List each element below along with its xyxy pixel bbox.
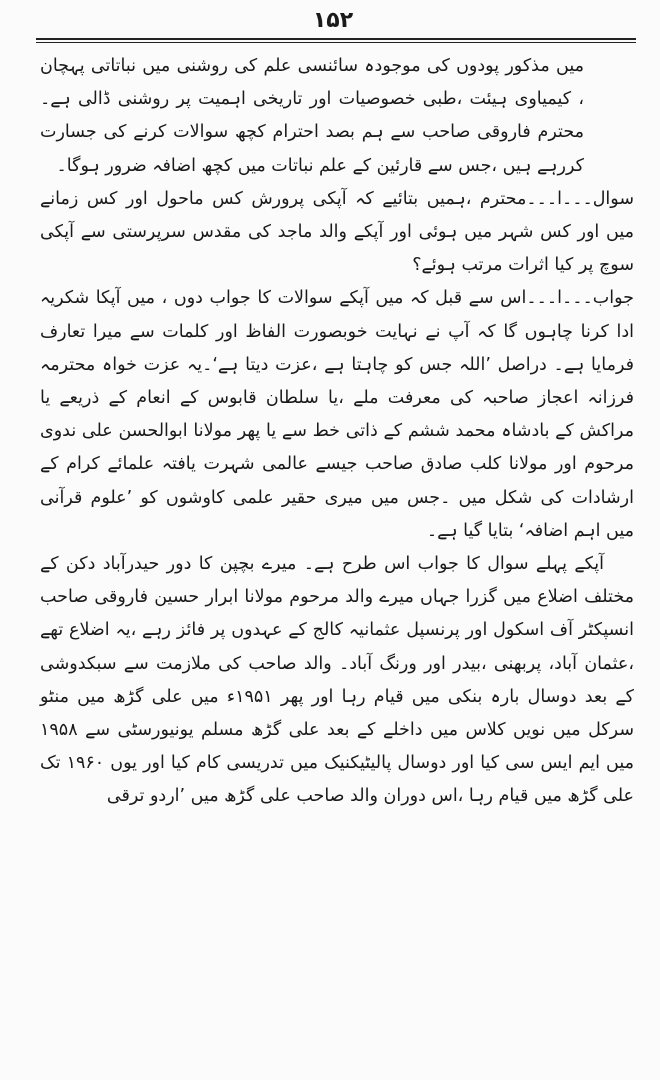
intro-paragraph: میں مذکور پودوں کی موجودہ سائنسی علم کی روشنی میں نباتاتی پہچان ، کیمیاوی ہیئت ،طبی خصوصیات اور تاریخی اہمیت پر روشنی ڈالی ہے۔محترم فاروقی صاحب سے ہم بصد احترام کچھ سوالات کرنے کی جسارت کررہے ہیں ،جس سے قارئین کے علم نباتات میں کچھ اضافہ ضرور ہوگا۔ [40, 56, 584, 176]
header-rule [28, 38, 638, 46]
page-number: ۱۵۲ [312, 8, 354, 33]
page-body [28, 50, 638, 814]
question-1-paragraph: سوال۔۔۔ا۔۔۔محترم ،ہمیں بتائیے کہ آپکی پرورش کس ماحول اور کس زمانے میں اور کس شہر میں ہوئی اور آپکے والد ماجد کی مقدس سرپرستی سے آپکی سوچ پر کیا اثرات مرتب ہوئے؟ [40, 188, 634, 276]
header-rule-thick [36, 38, 636, 40]
answer-1-continued-paragraph: آپکے پہلے سوال کا جواب اس طرح ہے۔ میرے بچپن کا دور حیدرآباد دکن کے مختلف اضلاع میں گزرا جہاں میرے والد مرحوم مولانا ابرار حسین فاروقی صاحب انسپکٹر آف اسکول اور پرنسپل عثمانیہ کالج کے عہدوں پر فائز رہے ،یہ اضلاع تھے ،عثمان آباد، پربھنی ،بیدر اور ورنگ آباد۔ والد صاحب کی ملازمت سے سبکدوشی کے بعد دوسال بارہ بنکی میں قیام رہا اور پھر ۱۹۵۱ء میں علی گڑھ میں منٹو سرکل میں نویں کلاس میں داخلے کے بعد علی گڑھ مسلم یونیورسٹی سے ۱۹۵۸ میں ایم ایس سی کیا اور دوسال پالیٹیکنیک میں تدریسی کام کیا اور یوں ۱۹۶۰ تک علی گڑھ میں قیام رہا ،اس دوران والد صاحب علی گڑھ میں ’اردو ترقی [40, 554, 634, 807]
answer-1-paragraph: جواب۔۔۔ا۔۔۔اس سے قبل کہ میں آپکے سوالات کا جواب دوں ، میں آپکا شکریہ ادا کرنا چاہوں گا کہ آپ نے نہایت خوبصورت الفاظ اور کلمات سے میرا تعارف فرمایا ہے۔ دراصل ’اللہ جس کو چاہتا ہے ،عزت دیتا ہے‘۔یہ عزت خواہ محترمہ فرزانہ اعجاز صاحبہ کی معرفت ملے ،یا سلطان قابوس کے انعام کے ذریعے یا مراکش کے بادشاہ محمد ششم کے ذاتی خط سے یا پھر مولانا ابوالحسن علی ندوی مرحوم اور مولانا کلب صادق صاحب جیسے عالمی شہرت یافتہ علمائے کرام کے ارشادات کی شکل میں ۔جس میں میری حقیر علمی کاوشوں کو ’علوم قرآنی میں اہم اضافہ‘ بتایا گیا ہے۔ [40, 288, 634, 541]
header-rule-thin [36, 42, 636, 43]
